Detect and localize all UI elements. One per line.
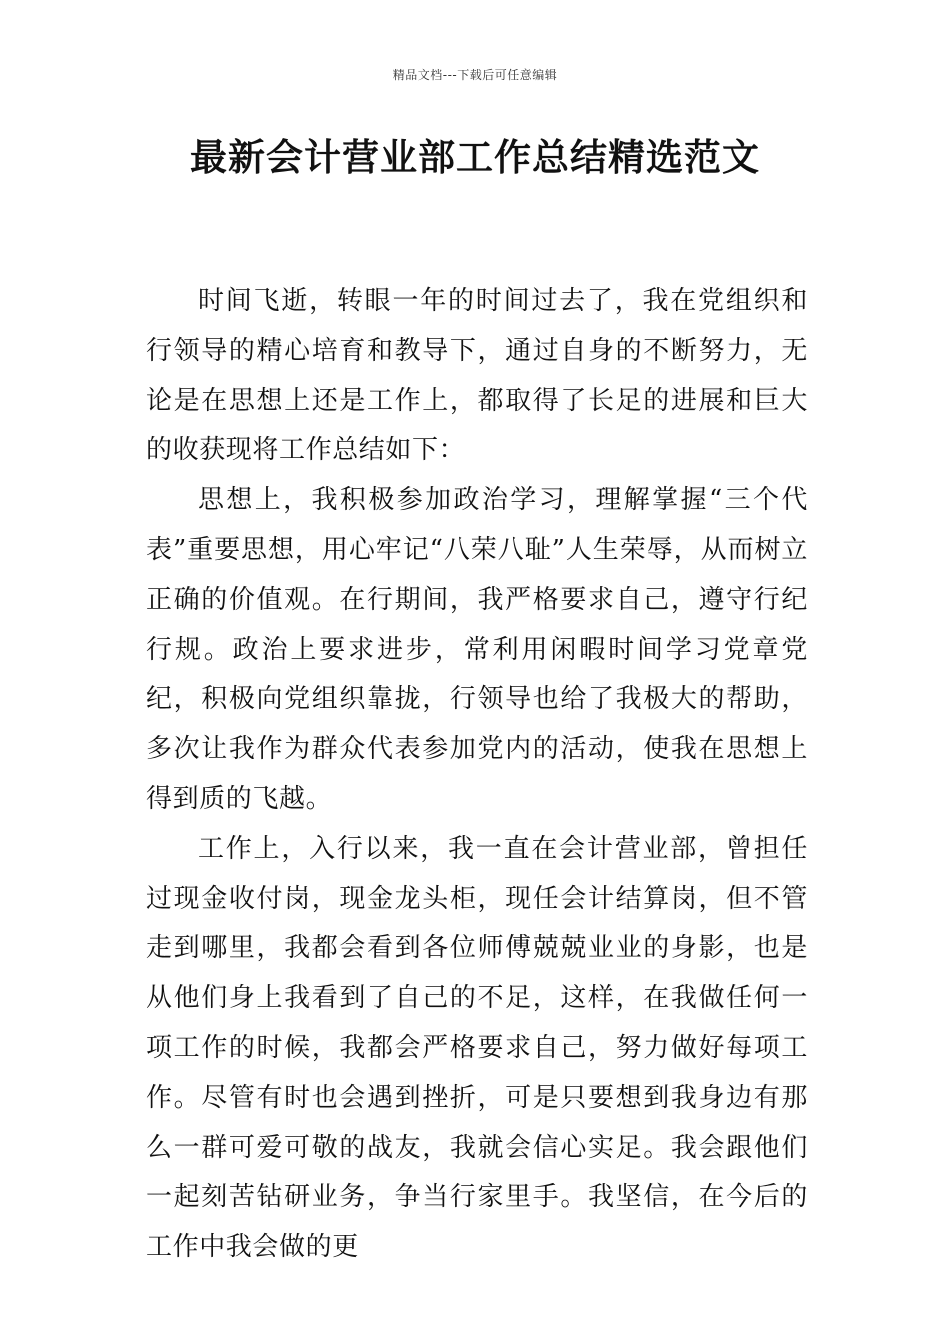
document-title: 最新会计营业部工作总结精选范文 [190,136,760,179]
header-note: 精品文档---下载后可任意编辑 [392,68,558,82]
paragraph-2: 思想上，我积极参加政治学习，理解掌握“三个代表”重要思想，用心牢记“八荣八耻”人生荣辱，从而树立正确的价值观。在行期间，我严格要求自己，遵守行纪行规。政治上要求进步，常利用闲暇时间学习党章党纪，积极向党组织靠拢，行领导也给了我极大的帮助，多次让我作为群众代表参加党内的活动，使我在思想上得到质的飞越。 [146,485,808,814]
document-body [146,277,808,1273]
paragraph-3: 工作上，入行以来，我一直在会计营业部，曾担任过现金收付岗，现金龙头柜，现任会计结算岗，但不管走到哪里，我都会看到各位师傅兢兢业业的身影，也是从他们身上我看到了自己的不足，这样，在我做任何一项工作的时候，我都会严格要求自己，努力做好每项工作。尽管有时也会遇到挫折，可是只要想到我身边有那么一群可爱可敬的战友，我就会信心实足。我会跟他们一起刻苦钻研业务，争当行家里手。我坚信，在今后的工作中我会做的更 [146,833,808,1263]
paragraph-1: 时间飞逝，转眼一年的时间过去了，我在党组织和行领导的精心培育和教导下，通过自身的不断努力，无论是在思想上还是工作上，都取得了长足的进展和巨大的收获现将工作总结如下： [146,286,808,466]
